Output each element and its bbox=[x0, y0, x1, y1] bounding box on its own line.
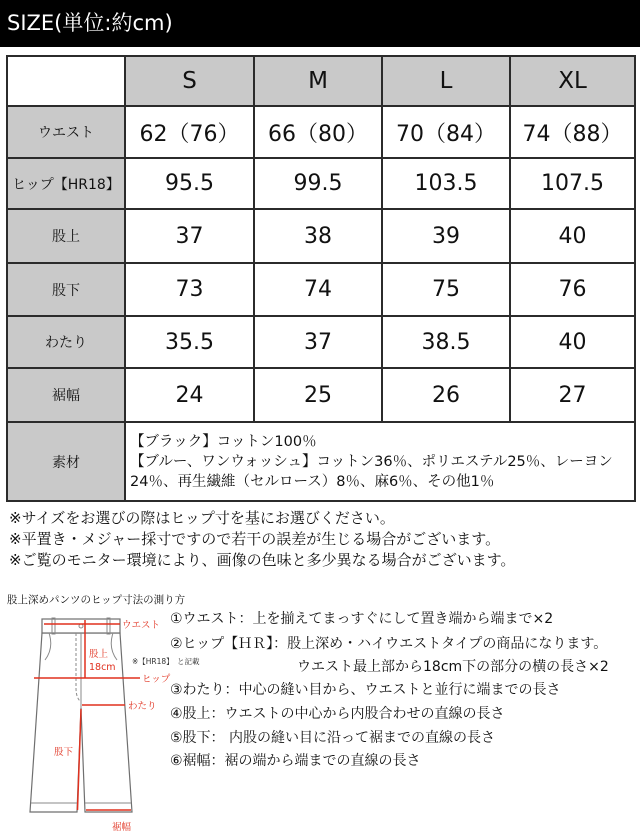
table-row-rise bbox=[7, 209, 635, 263]
value-thigh-s: 35.5 bbox=[125, 316, 254, 368]
value-inseam-xl: 76 bbox=[510, 263, 635, 316]
page-title: SIZE(単位:約cm) bbox=[7, 11, 173, 35]
step-hip: ②ヒップ【ＨＲ】：股上深め・ハイウエストタイプの商品になります。 bbox=[170, 636, 608, 652]
size-table bbox=[6, 55, 636, 502]
row-label-rise: 股上 bbox=[7, 209, 125, 263]
step-thigh: ③わたり：中心の縫い目から、ウエストと並行に端までの長さ bbox=[170, 682, 561, 698]
table-row-inseam bbox=[7, 263, 635, 316]
table-row-thigh bbox=[7, 316, 635, 368]
value-hem-l: 26 bbox=[382, 368, 510, 422]
value-inseam-l: 75 bbox=[382, 263, 510, 316]
value-thigh-m: 37 bbox=[254, 316, 382, 368]
value-rise-s: 37 bbox=[125, 209, 254, 263]
corner-cell bbox=[7, 56, 125, 106]
value-waist-s: 62（76） bbox=[125, 106, 254, 158]
row-label-thigh: わたり bbox=[7, 316, 125, 368]
material-line: 【ブラック】コットン100％ bbox=[130, 433, 317, 450]
hem-label: 裾幅 bbox=[112, 822, 132, 833]
note-hip-selection: ※サイズをお選びの際はヒップ寸を基にお選びください。 bbox=[9, 509, 395, 527]
value-waist-m: 66（80） bbox=[254, 106, 382, 158]
row-label-hem: 裾幅 bbox=[7, 368, 125, 422]
thigh-label: わたり bbox=[128, 701, 157, 712]
row-label-inseam: 股下 bbox=[7, 263, 125, 316]
value-waist-xl: 74（88） bbox=[510, 106, 635, 158]
notes bbox=[9, 508, 515, 571]
step-inseam: ⑤股下： 内股の縫い目に沿って裾までの直線の長さ bbox=[170, 730, 495, 746]
rise-label: 股上 bbox=[89, 649, 109, 660]
table-row-hip bbox=[7, 158, 635, 209]
material-cell bbox=[125, 422, 635, 501]
value-hip-xl: 107.5 bbox=[510, 158, 635, 209]
size-header-m: M bbox=[254, 56, 382, 106]
inseam-label: 股下 bbox=[54, 747, 74, 758]
waistband bbox=[42, 619, 120, 633]
step-rise: ④股上：ウエストの中心から内股合わせの直線の長さ bbox=[170, 706, 505, 722]
note-monitor-color: ※ご覧のモニター環境により、画像の色味と多少異なる場合がございます。 bbox=[9, 551, 516, 569]
hr-note-suffix-label: と記載 bbox=[177, 657, 200, 666]
value-rise-m: 38 bbox=[254, 209, 382, 263]
title-bar bbox=[0, 0, 640, 47]
step-hem: ⑥裾幅：裾の端から端までの直線の長さ bbox=[170, 753, 421, 769]
value-thigh-xl: 40 bbox=[510, 316, 635, 368]
value-rise-xl: 40 bbox=[510, 209, 635, 263]
value-waist-l: 70（84） bbox=[382, 106, 510, 158]
value-hip-m: 99.5 bbox=[254, 158, 382, 209]
value-rise-l: 39 bbox=[382, 209, 510, 263]
value-hem-xl: 27 bbox=[510, 368, 635, 422]
measure-title: 股上深めパンツのヒップ寸法の測り方 bbox=[7, 594, 186, 606]
pants-diagram bbox=[0, 605, 220, 839]
hip-label: ヒップ bbox=[142, 674, 171, 685]
row-label-material: 素材 bbox=[7, 422, 125, 501]
hr-note-label: ※【HR18】 bbox=[132, 657, 174, 666]
waist-label: ウエスト bbox=[122, 620, 161, 631]
value-hem-m: 25 bbox=[254, 368, 382, 422]
value-inseam-s: 73 bbox=[125, 263, 254, 316]
value-hip-s: 95.5 bbox=[125, 158, 254, 209]
material-line: 24％、再生繊維（セルロース）8％、麻6％、その他1％ bbox=[130, 473, 495, 490]
value-inseam-m: 74 bbox=[254, 263, 382, 316]
value-thigh-l: 38.5 bbox=[382, 316, 510, 368]
step-hip-detail: ウエスト最上部から18cm下の部分の横の長さ×2 bbox=[297, 659, 609, 675]
size-header-l: L bbox=[382, 56, 510, 106]
table-row-hem bbox=[7, 368, 635, 422]
value-hem-s: 24 bbox=[125, 368, 254, 422]
step-waist: ①ウエスト：上を揃えてまっすぐにして置き端から端まで×2 bbox=[170, 611, 554, 627]
size-header-s: S bbox=[125, 56, 254, 106]
rise-value-label: 18cm bbox=[89, 662, 116, 673]
material-line: 【ブルー、ワンウォッシュ】コットン36％、ポリエステル25％、レーヨン bbox=[130, 453, 613, 470]
table-row-waist bbox=[7, 106, 635, 158]
row-label-waist: ウエスト bbox=[7, 106, 125, 158]
size-header-row bbox=[7, 56, 635, 106]
note-measurement-error: ※平置き・メジャー採寸ですので若干の誤差が生じる場合がございます。 bbox=[9, 530, 501, 548]
row-label-hip: ヒップ【HR18】 bbox=[7, 158, 125, 209]
table-row-material bbox=[7, 422, 635, 501]
value-hip-l: 103.5 bbox=[382, 158, 510, 209]
size-header-xl: XL bbox=[510, 56, 635, 106]
